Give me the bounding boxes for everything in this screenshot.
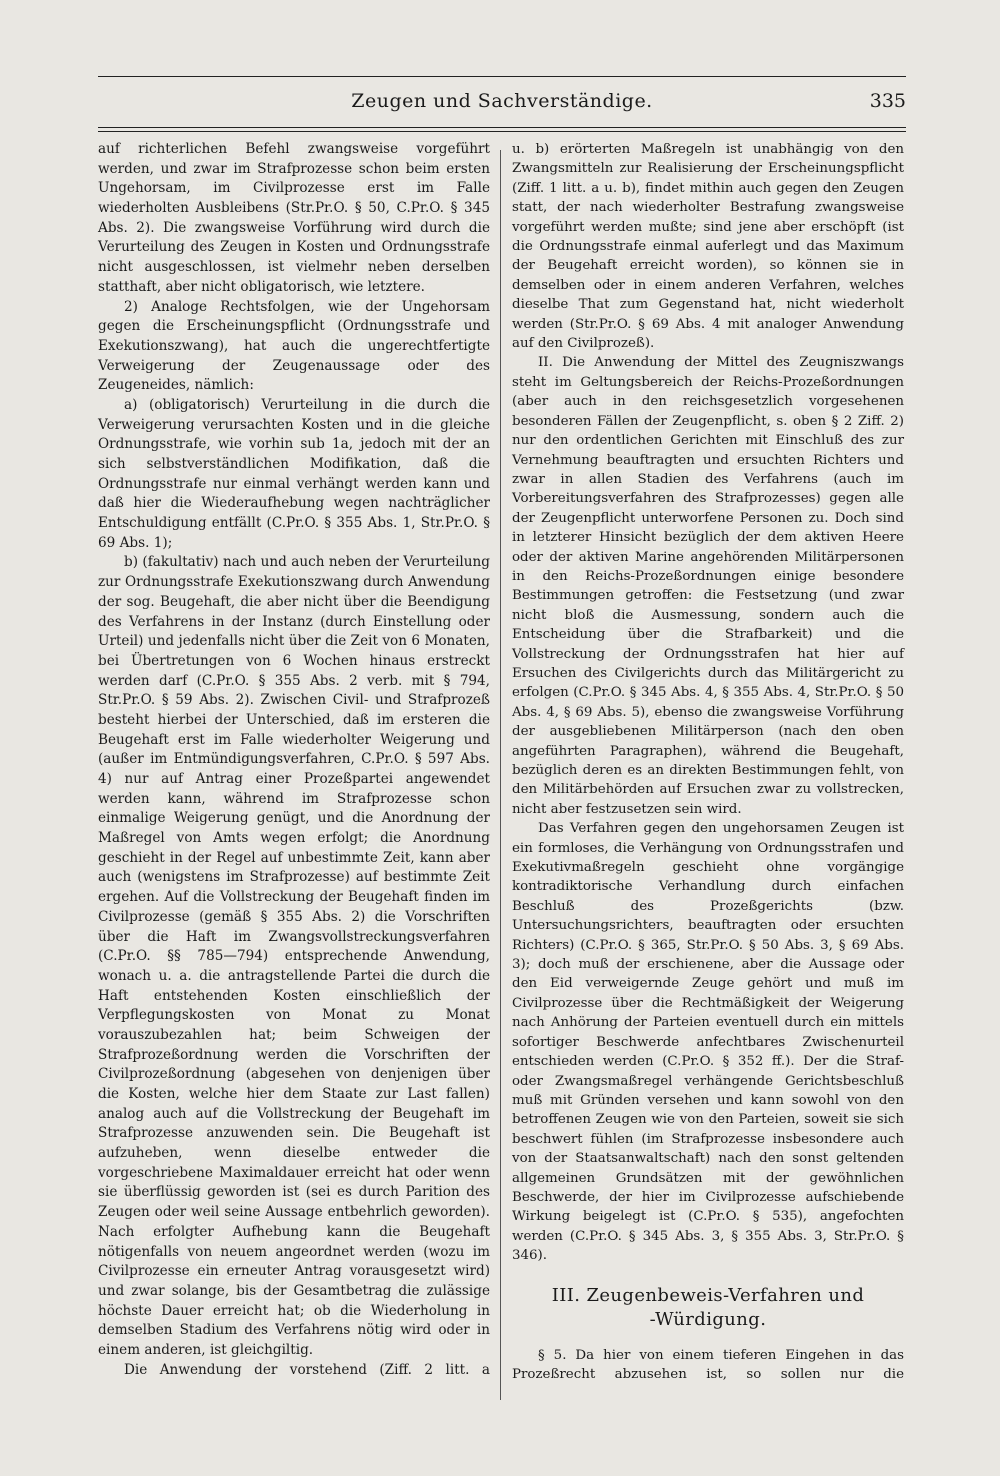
paragraph: a) (obligatorisch) Verurteilung in die durch die Verweigerung verursachten Kosten und in die gleiche Ordnungsstrafe, wie vorhin sub 1a, jedoch mit der an sich selbstverständlichen Modifikation, daß die Ordnungsstrafe nur einmal verhängt werden kann und daß hier die Wiederaufhebung wegen nachträglicher Entschuldigung entfällt (C.Pr.O. § 355 Abs. 1, Str.Pr.O. § 69 Abs. 1); [98,396,490,551]
section-heading [512,1284,904,1332]
left-column [98,140,490,1380]
running-title: Zeugen und Sachverständige. [351,90,653,112]
paragraph: Die Anwendung der vorstehend (Ziff. 2 litt. a [124,1361,490,1378]
paragraph: auf richterlichen Befehl zwangsweise vorgeführt werden, und zwar im Strafprozesse schon beim ersten Ungehorsam, im Civilprozesse erst im Falle wiederholten Ausbleibens (Str.Pr.O. § 50, C.Pr.O. § 345 Abs. 2). Die zwangsweise Vorführung wird durch die Verurteilung des Zeugen in Kosten und Ordnungsstrafe nicht ausgeschlossen, ist vielmehr neben derselben statthaft, aber nicht obligatorisch, wie letztere. [98,141,490,295]
paragraph: § 5. Da hier von einem tieferen Eingehen in das Prozeßrecht abzusehen ist, so sollen nur die [512,1347,904,1382]
running-header [98,86,906,122]
paragraph: II. Die Anwendung der Mittel des Zeugniszwangs steht im Geltungsbereich der Reichs-Prozeßordnungen (aber auch in den reichsgesetzlich vorgesehenen besonderen Fällen der Zeugenpflicht, s. oben § 2 Ziff. 2) nur den ordentlichen Gerichten mit Einschluß des zur Vernehmung beauftragten und ersuchten Richters und zwar in allen Stadien des Verfahrens (auch im Vorbereitungsverfahren des Strafprozesses) gegen alle der Zeugenpflicht unterworfene Personen zu. Doch sind in letzterer Hinsicht bezüglich der dem aktiven Heere oder der aktiven Marine angehörenden Militärpersonen in den Reichs-Prozeßordnungen einige besondere Bestimmungen getroffen: die Festsetzung (und zwar nicht bloß die Ausmessung, sondern auch die Entscheidung über die Strafbarkeit) und die Vollstreckung der Ordnungsstrafen hat hier auf Ersuchen des Civilgerichts durch das Militärgericht zu erfolgen (C.Pr.O. § 345 Abs. 4, § 355 Abs. 4, Str.Pr.O. § 50 Abs. 4, § 69 Abs. 5), ebenso die zwangsweise Vorführung der ausgebliebenen Militärperson (nach den oben angeführten Paragraphen), während die Beugehaft, bezüglich deren es an direkten Bestimmungen fehlt, von den Militärbehörden auf Ersuchen zwar zu vollstrecken, nicht aber festzusetzen sein wird. [512,355,904,817]
section-heading-line: -Würdigung. [649,1308,767,1330]
column-divider [500,150,501,1400]
paragraph: b) (fakultativ) nach und auch neben der Verurteilung zur Ordnungsstrafe Exekutionszwang durch Anwendung der sog. Beugehaft, die aber nicht über die Beendigung des Verfahrens in der Instanz (durch Einstellung oder Urteil) und jedenfalls nicht über die Zeit von 6 Monaten, bei Übertretungen von 6 Wochen hinaus erstreckt werden darf (C.Pr.O. § 355 Abs. 2 verb. mit § 794, Str.Pr.O. § 59 Abs. 2). Zwischen Civil- und Strafprozeß besteht hierbei der Unterschied, daß im ersteren die Beugehaft erst im Falle wiederholter Weigerung und (außer im Entmündigungsverfahren, C.Pr.O. § 597 Abs. 4) nur auf Antrag einer Prozeßpartei angewendet werden kann, während im Strafprozesse schon einmalige Weigerung genügt, und die Anordnung der Maßregel von Amts wegen erfolgt; die Anordnung geschieht in der Regel auf unbestimmte Zeit, kann aber auch (wenigstens im Strafprozesse) auf bestimmte Zeit ergehen. Auf die Vollstreckung der Beugehaft finden im Civilprozesse (gemäß § 355 Abs. 2) die Vorschriften über die Haft im Zwangsvollstreckungsverfahren (C.Pr.O. §§ 785—794) entsprechende Anwendung, wonach u. a. die antragstellende Partei die durch die Haft entstehenden Kosten einschließlich der Verpflegungskosten von Monat zu Monat vorauszubezahlen hat; beim Schweigen der Strafprozeßordnung werden die Vorschriften der Civilprozeßordnung (abgesehen von denjenigen über die Kosten, welche hier dem Staate zur Last fallen) analog auch auf die Vollstreckung der Beugehaft im Strafprozesse anzuwenden sein. Die Beugehaft ist aufzuheben, wenn dieselbe entweder die vorgeschriebene Maximaldauer erreicht hat oder wenn sie überflüssig geworden ist (sei es durch Parition des Zeugen oder weil seine Aussage entbehrlich geworden). Nach erfolgter Aufhebung kann die Beugehaft nötigenfalls von neuem angeordnet werden (wozu im Civilprozesse ein erneuter Antrag vorausgesetzt wird) und zwar solange, bis der Gesamtbetrag die zulässige höchste Dauer erreicht hat; ob die Wiederholung in demselben Stadium des Verfahrens nötig wird oder in einem anderen, ist gleichgiltig. [98,554,490,1358]
header-double-rule [98,127,906,132]
page-number: 335 [869,90,906,112]
paragraph: Das Verfahren gegen den ungehorsamen Zeugen ist ein formloses, die Verhängung von Ordnungsstrafen und Exekutivmaßregeln geschieht ohne vorgängige kontradiktorische Verhandlung durch einfachen Beschluß des Prozeßgerichts (bzw. Untersuchungsrichters, beauftragten oder ersuchten Richters) (C.Pr.O. § 365, Str.Pr.O. § 50 Abs. 3, § 69 Abs. 3); doch muß der erschienene, aber die Aussage oder den Eid verweigernde Zeuge gehört und muß im Civilprozesse über die Rechtmäßigkeit der Weigerung nach Anhörung der Parteien eventuell durch ein mittels sofortiger Beschwerde anfechtbares Zwischenurteil entschieden werden (C.Pr.O. § 352 ff.). Der die Straf- oder Zwangsmaßregel verhängende Gerichtsbeschluß muß mit Gründen versehen und kann sowohl von den betroffenen Zeugen wie von den Parteien, soweit sie sich beschwert fühlen (im Strafprozesse insbesondere auch von der Staatsanwaltschaft) nach den sonst geltenden allgemeinen Grundsätzen mit der gewöhnlichen Beschwerde, der hier im Civilprozesse aufschiebende Wirkung beigelegt ist (C.Pr.O. § 535), angefochten werden (C.Pr.O. § 345 Abs. 3, § 355 Abs. 3, Str.Pr.O. § 346). [512,821,904,1264]
top-rule [98,76,906,77]
section-heading-line: III. Zeugenbeweis-Verfahren und [551,1284,865,1306]
paragraph: u. b) erörterten Maßregeln ist unabhängig von den Zwangsmitteln zur Realisierung der Erscheinungspflicht (Ziff. 1 litt. a u. b), findet mithin auch gegen den Zeugen statt, der nach wiederholter Bestrafung zwangsweise vorgeführt werden mußte; sind jene aber erschöpft (ist die Ordnungsstrafe einmal auferlegt und das Maximum der Beugehaft erreicht worden), so können sie in demselben oder in einem anderen Verfahren, welches dieselbe That zum Gegenstand hat, nicht wiederholt werden (Str.Pr.O. § 69 Abs. 4 mit analoger Anwendung auf den Civilprozeß). [512,142,904,352]
paragraph: 2) Analoge Rechtsfolgen, wie der Ungehorsam gegen die Erscheinungspflicht (Ordnungsstrafe und Exekutionszwang), hat auch die ungerechtfertigte Verweigerung der Zeugenaussage oder des Zeugeneides, nämlich: [98,298,490,394]
right-column [512,140,904,1384]
